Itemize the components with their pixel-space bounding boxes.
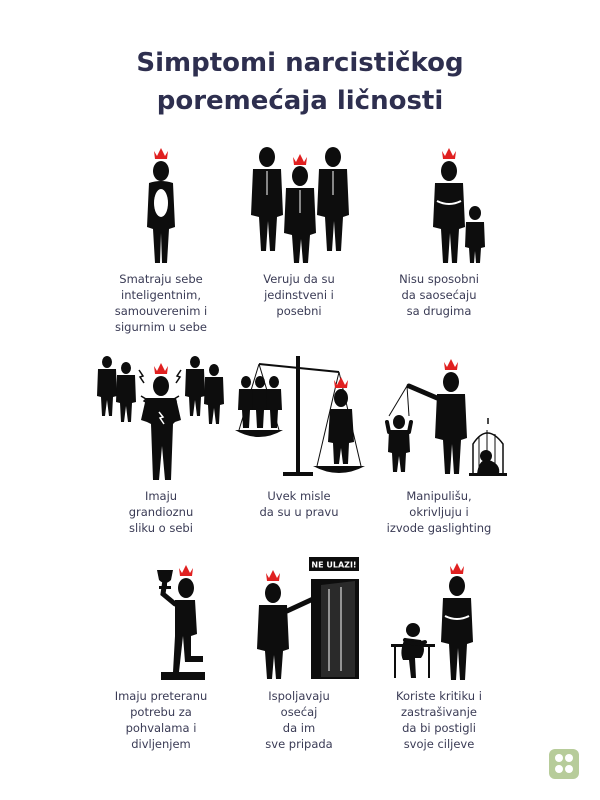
door-sign-text: NE ULAZI! xyxy=(311,560,357,570)
symptom-caption: Veruju da su jedinstveni i posebni xyxy=(263,272,335,318)
symptom-caption: Imaju preteranu potrebu za pohvalama i divljenjem xyxy=(114,689,208,751)
symptom-caption: Ispoljavaju osećaj da im sve pripada xyxy=(265,689,333,751)
symptom-caption: Koriste kritiku i zastrašivanje da bi postigli svoje ciljeve xyxy=(396,689,482,751)
symptom-caption: Manipulišu, okrivljuju i izvode gaslighting xyxy=(386,489,492,535)
figure-ignoring-child-icon xyxy=(369,145,509,265)
figure-in-group-icon xyxy=(229,145,369,265)
symptom-caption: Nisu sposobni da saosećaju sa drugima xyxy=(399,272,479,318)
title-line-2: poremećaja ličnosti xyxy=(156,86,444,116)
title-line-1: Simptomi narcističkog xyxy=(136,48,464,78)
symptom-caption: Imaju grandioznu sliku o sebi xyxy=(128,489,194,535)
figure-attention-icon xyxy=(91,352,231,482)
page-title xyxy=(0,44,600,120)
symptom-9 xyxy=(354,560,524,752)
figure-over-sad-person-icon xyxy=(369,560,509,682)
door-icon xyxy=(229,555,369,682)
symptom-caption: Uvek misle da su u pravu xyxy=(259,489,339,519)
symptom-6 xyxy=(354,352,524,536)
figure-with-crown-icon xyxy=(91,145,231,265)
symptom-caption: Smatraju sebe inteligentnim, samouverenim i sigurnim u sebe xyxy=(114,272,208,334)
trophy-pedestal-icon xyxy=(91,560,231,682)
brand-logo-icon xyxy=(549,749,579,779)
symptom-3 xyxy=(354,145,524,319)
puppeteer-icon xyxy=(369,352,509,482)
scale-icon xyxy=(229,352,369,482)
